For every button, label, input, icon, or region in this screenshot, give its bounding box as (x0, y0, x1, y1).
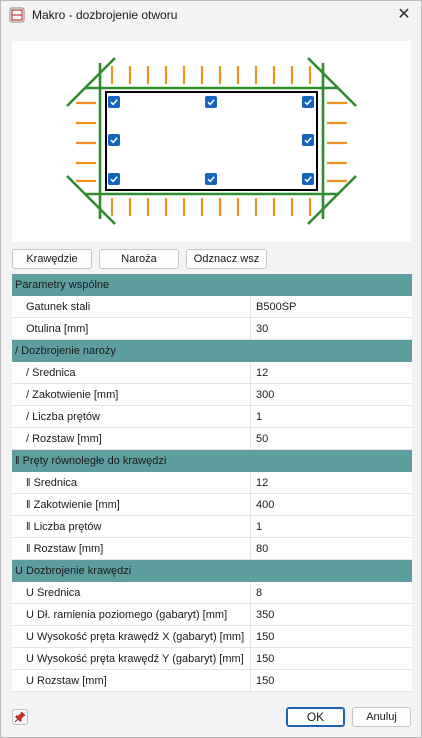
column-divider (250, 516, 251, 538)
checkbox-bottom-right[interactable] (302, 173, 314, 185)
column-divider (250, 494, 251, 516)
column-divider (250, 362, 251, 384)
property-label: ‖ Średnica (26, 477, 78, 489)
property-value[interactable]: 1 (256, 521, 263, 533)
checkbox-bottom-left[interactable] (108, 173, 120, 185)
property-label: U Wysokość pręta krawędź X (gabaryt) [mm] (26, 631, 245, 643)
column-divider (250, 626, 251, 648)
property-row-corner-spacing[interactable] (12, 428, 412, 450)
column-divider (250, 648, 251, 670)
column-divider (250, 428, 251, 450)
property-label: U Dł. ramienia poziomego (gabaryt) [mm] (26, 609, 228, 621)
property-row-cover[interactable] (12, 318, 412, 340)
property-label: / Zakotwienie [mm] (26, 389, 119, 401)
property-label: ‖ Zakotwienie [mm] (26, 499, 120, 511)
window-title: Makro - dozbrojenie otworu (32, 8, 178, 22)
property-grid (12, 274, 412, 692)
property-label: Otulina [mm] (26, 323, 89, 335)
property-label: / Rozstaw [mm] (26, 433, 102, 445)
edges-button[interactable]: Krawędzie (12, 249, 92, 269)
section-title: / Dozbrojenie naroży (15, 345, 116, 357)
property-value[interactable]: 80 (256, 543, 269, 555)
property-row-parallel-diameter[interactable] (12, 472, 412, 494)
checkbox-top-right[interactable] (302, 96, 314, 108)
checkbox-middle-left[interactable] (108, 134, 120, 146)
property-row-parallel-count[interactable] (12, 516, 412, 538)
section-header-parallel[interactable] (12, 450, 412, 472)
property-label: Gatunek stali (26, 301, 91, 313)
column-divider (250, 604, 251, 626)
section-header-common[interactable] (12, 274, 412, 296)
property-value[interactable]: 150 (256, 675, 275, 687)
property-value[interactable]: 50 (256, 433, 269, 445)
property-row-steel[interactable] (12, 296, 412, 318)
column-divider (250, 472, 251, 494)
cancel-button[interactable]: Anuluj (352, 707, 411, 727)
property-value[interactable]: 1 (256, 411, 263, 423)
property-row-parallel-anchorage[interactable] (12, 494, 412, 516)
property-label: U Średnica (26, 587, 81, 599)
column-divider (250, 318, 251, 340)
property-row-parallel-spacing[interactable] (12, 538, 412, 560)
checkbox-middle-right[interactable] (302, 134, 314, 146)
property-value[interactable]: 12 (256, 477, 269, 489)
property-value[interactable]: 8 (256, 587, 263, 599)
column-divider (250, 296, 251, 318)
column-divider (250, 384, 251, 406)
ok-button[interactable]: OK (286, 707, 345, 727)
title-bar (1, 1, 421, 29)
uncheck-all-button[interactable]: Odznacz wsz (186, 249, 267, 269)
section-header-corner[interactable] (12, 340, 412, 362)
checkbox-bottom-middle[interactable] (205, 173, 217, 185)
column-divider (250, 406, 251, 428)
property-label: / Średnica (26, 367, 76, 379)
section-title: Parametry wspólne (15, 279, 110, 291)
property-value[interactable]: 300 (256, 389, 275, 401)
opening-preview (12, 41, 411, 242)
property-label: ‖ Rozstaw [mm] (26, 543, 104, 555)
property-row-edge-arm[interactable] (12, 604, 412, 626)
property-label: ‖ Liczba prętów (26, 521, 102, 533)
column-divider (250, 582, 251, 604)
property-value[interactable]: 150 (256, 653, 275, 665)
reinforcement-diagram (12, 41, 411, 242)
property-label: U Wysokość pręta krawędź Y (gabaryt) [mm] (26, 653, 244, 665)
property-value[interactable]: 30 (256, 323, 269, 335)
close-icon: ✕ (397, 6, 411, 23)
section-title: ‖ Pręty równoległe do krawędzi (15, 455, 167, 467)
corners-button[interactable]: Naroża (99, 249, 179, 269)
section-header-edge[interactable] (12, 560, 412, 582)
property-row-corner-diameter[interactable] (12, 362, 412, 384)
property-row-corner-anchorage[interactable] (12, 384, 412, 406)
property-value[interactable]: 400 (256, 499, 275, 511)
property-row-edge-height-x[interactable] (12, 626, 412, 648)
property-row-edge-height-y[interactable] (12, 648, 412, 670)
property-row-corner-count[interactable] (12, 406, 412, 428)
pin-icon[interactable] (12, 709, 28, 725)
property-value[interactable]: 12 (256, 367, 269, 379)
checkbox-top-left[interactable] (108, 96, 120, 108)
checkbox-group (108, 96, 314, 185)
checkbox-top-middle[interactable] (205, 96, 217, 108)
property-row-edge-diameter[interactable] (12, 582, 412, 604)
column-divider (250, 538, 251, 560)
property-row-edge-spacing[interactable] (12, 670, 412, 692)
property-value[interactable]: 350 (256, 609, 275, 621)
column-divider (250, 670, 251, 692)
property-label: U Rozstaw [mm] (26, 675, 107, 687)
property-value[interactable]: B500SP (256, 301, 297, 313)
close-button[interactable] (389, 1, 419, 29)
app-icon (9, 7, 25, 23)
property-value[interactable]: 150 (256, 631, 275, 643)
section-title: U Dozbrojenie krawędzi (15, 565, 132, 577)
property-label: / Liczba prętów (26, 411, 100, 423)
